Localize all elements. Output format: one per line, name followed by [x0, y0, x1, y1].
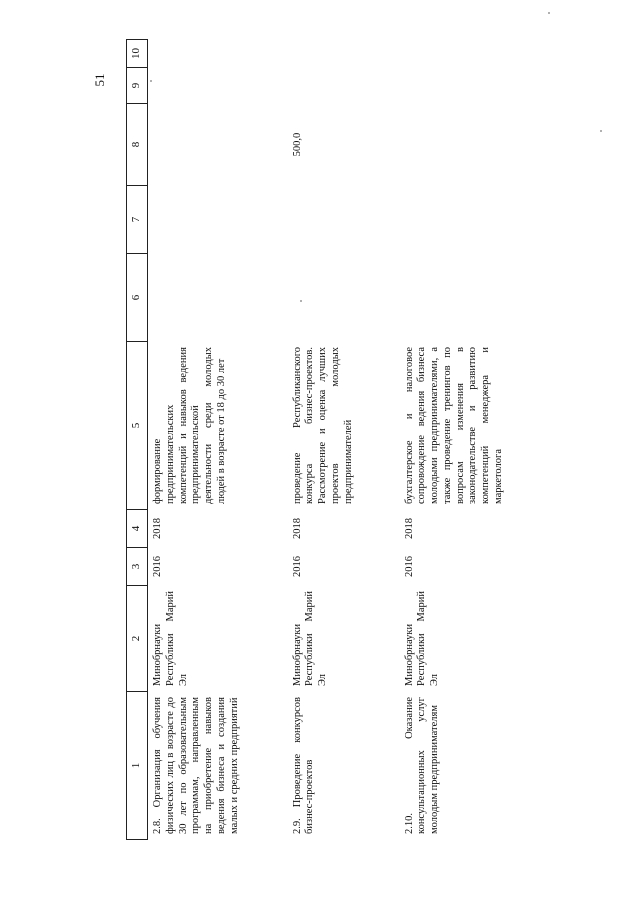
column-header: 1: [127, 692, 148, 840]
cell-10: [288, 40, 400, 68]
executor: Минобрнауки Республики Марий Эл: [403, 591, 441, 686]
cell-10: [148, 40, 288, 68]
measure-name: 2.9. Проведение конкурсов бизнес-проектов: [291, 697, 316, 834]
scan-speck: [300, 300, 302, 302]
rotated-table-wrapper: [126, 40, 640, 840]
cell-8: [400, 104, 550, 186]
cell-10: [400, 40, 550, 68]
end-year: 2018: [403, 518, 415, 539]
cell-7: [288, 186, 400, 254]
measure-name: 2.8. Организация обучения физических лиц в возрасте до 30 лет по образовательным программам, направленным на приобретение навыков ведения бизнеса и создания малых и средних предприятий: [152, 697, 240, 834]
start-year: 2016: [152, 556, 163, 577]
cell-6: [148, 254, 288, 342]
start-year: 2016: [291, 556, 303, 577]
column-header: 6: [127, 254, 148, 342]
executor: Минобрнауки Республики Марий Эл: [152, 591, 189, 686]
scan-speck: [600, 130, 602, 132]
cell-9: [288, 68, 400, 104]
executor: Минобрнауки Республики Марий Эл: [291, 591, 329, 686]
scan-speck: [548, 12, 550, 14]
end-year: 2018: [291, 518, 303, 539]
page-number: 51: [92, 73, 107, 87]
column-header: 5: [127, 342, 148, 510]
cell-8: 500,0: [291, 132, 303, 157]
cell-6: [400, 254, 550, 342]
column-header: 8: [127, 104, 148, 186]
table-row: [400, 40, 550, 840]
table-row: [148, 40, 288, 840]
column-header: 3: [127, 548, 148, 586]
cell-9: [400, 68, 550, 104]
header-row: [127, 40, 148, 840]
cell-6: [288, 254, 400, 342]
measure-name: 2.10. Оказание консультационных услуг молодым предпринимателям: [403, 697, 441, 834]
expected-result: проведение Республиканского конкурса бизнес-проектов. Рассмотрение и оценка лучших проектов молодых предпринимателей: [291, 347, 354, 504]
column-header: 9: [127, 68, 148, 104]
scan-speck: [150, 80, 152, 82]
column-header: 2: [127, 586, 148, 692]
cell-9: [148, 68, 288, 104]
cell-7: [400, 186, 550, 254]
program-table: [126, 39, 550, 840]
table-row: [288, 40, 400, 840]
expected-result: бухгалтерское и налоговое сопровождение ведения бизнеса молодыми предпринимателями, а также проведение тренингов по вопросам изменения в законодательстве и развитию компетенций менеджера и маркетолога: [403, 347, 505, 504]
column-header: 4: [127, 510, 148, 548]
expected-result: формирование предпринимательских компетенций и навыков ведения предпринимательской деятельности среди молодых людей в возрасте от 18 до 30 лет: [152, 347, 227, 504]
end-year: 2018: [152, 518, 163, 539]
cell-7: [148, 186, 288, 254]
column-header: 7: [127, 186, 148, 254]
start-year: 2016: [403, 556, 415, 577]
cell-8: [148, 104, 288, 186]
column-header: 10: [127, 40, 148, 68]
